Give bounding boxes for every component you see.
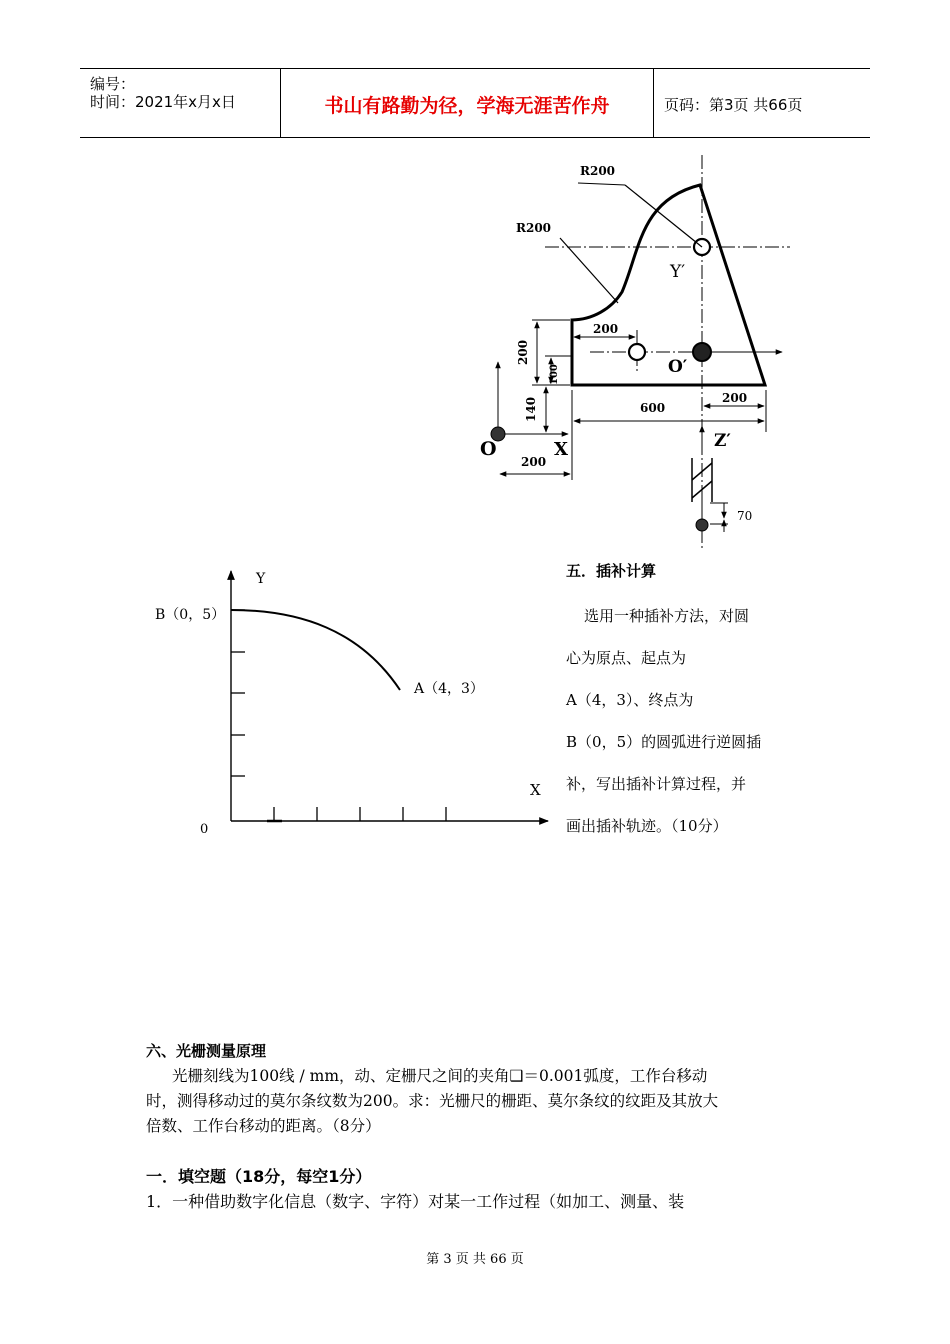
o-prime-point: [693, 343, 711, 361]
header-page-cell: [654, 69, 870, 137]
label-70: 70: [737, 509, 753, 523]
section5-title: 五．插补计算: [566, 562, 657, 580]
label-r200-top: R200: [580, 164, 616, 178]
tool-point: [696, 519, 708, 531]
section1-line-1: 1．一种借助数字化信息（数字、字符）对某一工作过程（如加工、测量、装: [146, 1192, 685, 1211]
side-hole: [629, 344, 645, 360]
section5-line-6: 画出插补轨迹。（10分）: [566, 817, 728, 835]
arc-figure: [140, 565, 560, 835]
time-label: 时间：2021年x月x日: [90, 93, 236, 111]
motto: 书山有路勤为径，学海无涯苦作舟: [324, 95, 610, 117]
header-table: [80, 68, 870, 138]
header-motto-cell: [281, 69, 654, 137]
label-140: 140: [524, 396, 538, 422]
section6-line-1: 光栅刻线为100线 / mm，动、定栅尺之间的夹角❑＝0.001弧度，工作台移动: [172, 1067, 708, 1085]
header-info-cell: [80, 69, 281, 137]
section5-line-3: A（4，3）、终点为: [566, 691, 694, 709]
origin-label: 0: [200, 822, 209, 835]
section5-line-1: 选用一种插补方法，对圆: [584, 607, 750, 625]
label-200-hole: 200: [593, 322, 619, 336]
label-200-height: 200: [516, 339, 530, 365]
r200-left-leader: [560, 238, 618, 303]
page-info: 页码：第3页 共66页: [664, 96, 803, 114]
label-100: 100: [549, 364, 560, 385]
label-200-bottom: 200: [521, 455, 547, 469]
section5-line-4: B（0，5）的圆弧进行逆圆插: [566, 733, 762, 751]
arc-curve: [231, 610, 400, 690]
r200-top-leader-shelf: [578, 183, 625, 185]
label-600: 600: [640, 401, 666, 415]
x-axis-label: X: [530, 781, 541, 799]
point-a-label: A（4，3）: [414, 681, 484, 697]
part-outline: [572, 185, 765, 385]
section1-title: 一．填空题（18分，每空1分）: [146, 1167, 372, 1186]
section5-line-2: 心为原点、起点为: [566, 649, 687, 667]
r200-top-leader: [625, 185, 702, 247]
point-b-label: B（0，5）: [155, 607, 226, 623]
y-ticks: [231, 610, 245, 776]
label-o: O: [480, 438, 497, 460]
number-label: 编号：: [90, 75, 136, 93]
label-z-prime: Z′: [714, 431, 731, 451]
label-y-prime: Y′: [670, 262, 686, 282]
x-ticks: [267, 807, 446, 821]
label-200-right: 200: [722, 391, 748, 405]
section6-line-2: 时，测得移动过的莫尔条纹数为200。求：光栅尺的栅距、莫尔条纹的纹距及其放大: [146, 1092, 719, 1110]
section6-title: 六、光栅测量原理: [146, 1042, 267, 1060]
page-footer: 第 3 页 共 66 页: [426, 1252, 524, 1267]
section5-line-5: 补，写出插补计算过程，并: [566, 775, 747, 793]
label-o-prime: O′: [668, 357, 688, 377]
label-r200-left: R200: [516, 221, 552, 235]
section6-line-3: 倍数、工作台移动的距离。（8分）: [146, 1117, 381, 1135]
label-x: X: [554, 439, 568, 460]
y-axis-label: Y: [256, 571, 266, 587]
